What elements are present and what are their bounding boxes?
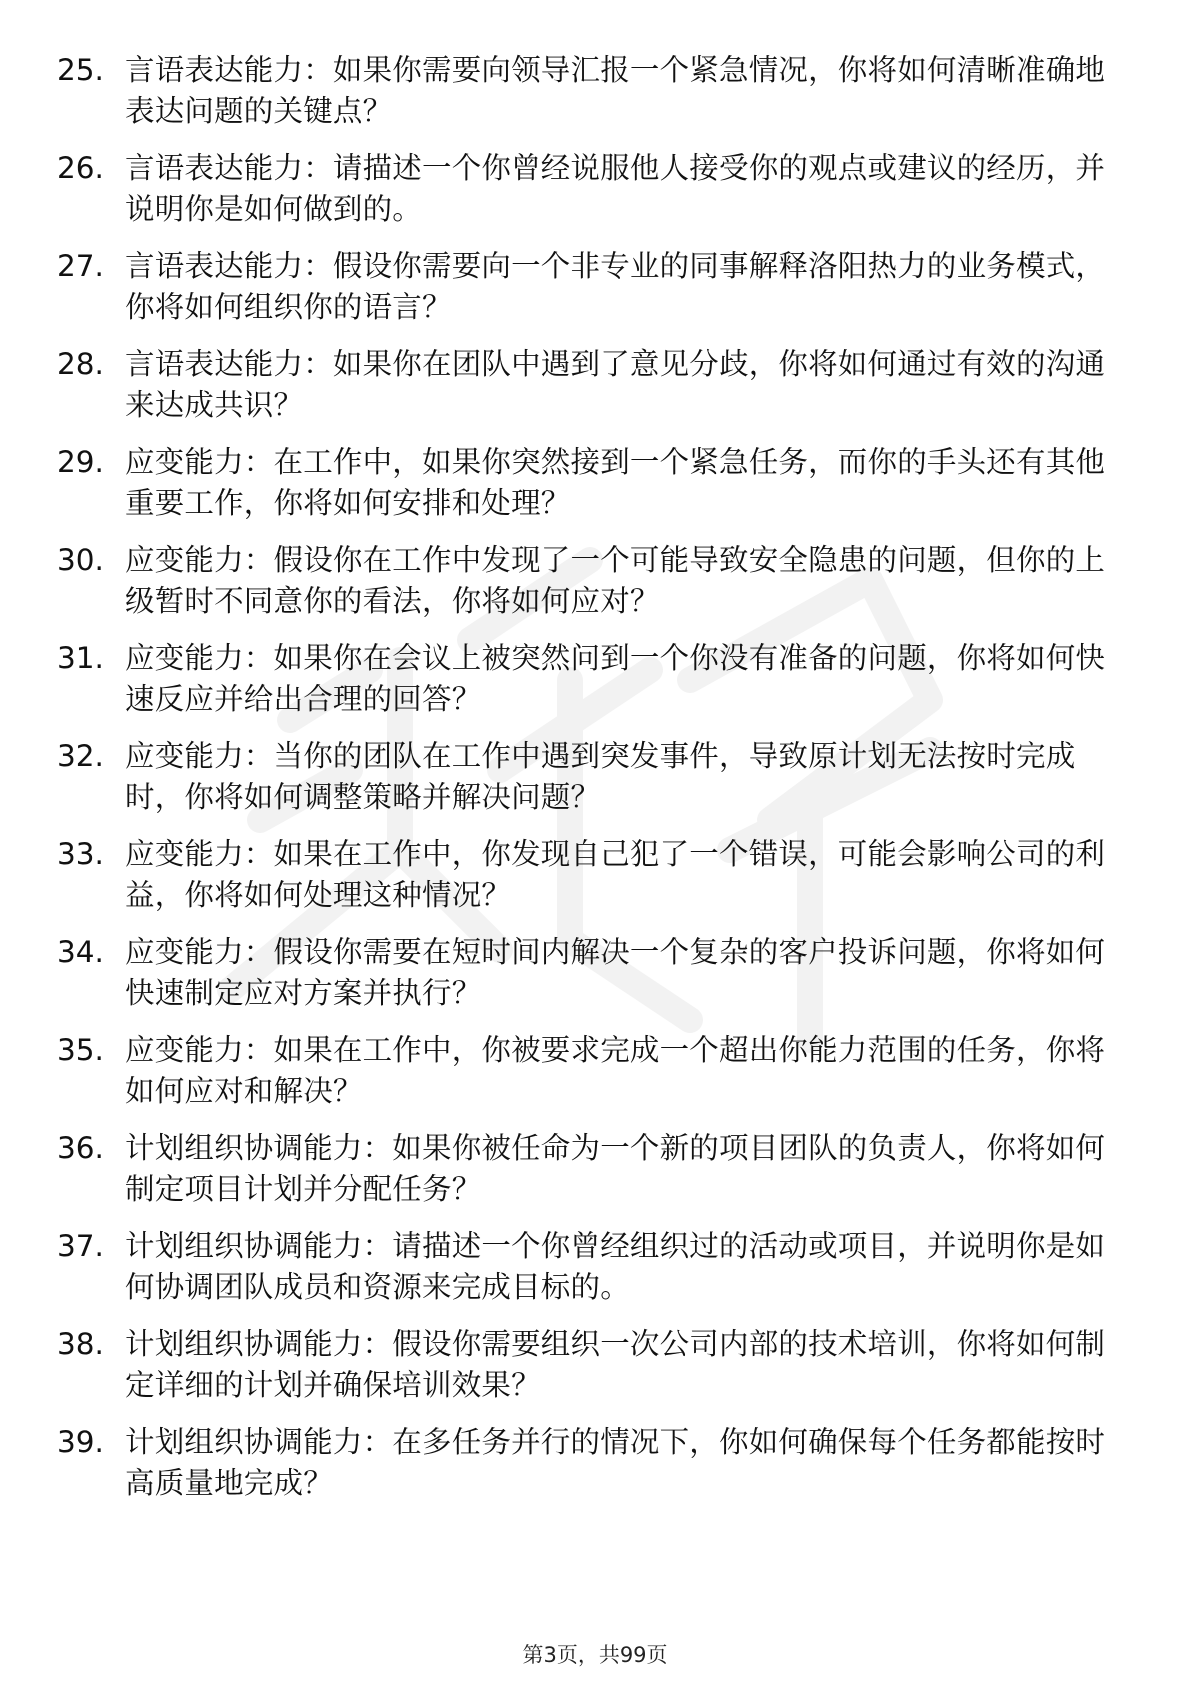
question-number: 37. (57, 1229, 104, 1263)
question-item (57, 932, 1132, 1030)
question-text: 言语表达能力：如果你需要向领导汇报一个紧急情况，你将如何清晰准确地表达问题的关键点？ (125, 53, 1106, 128)
question-number: 26. (57, 151, 104, 185)
question-text: 应变能力：当你的团队在工作中遇到突发事件，导致原计划无法按时完成时，你将如何调整策略并解决问题？ (125, 739, 1076, 814)
question-text: 计划组织协调能力：在多任务并行的情况下，你如何确保每个任务都能按时高质量地完成？ (125, 1425, 1106, 1500)
question-item (57, 638, 1132, 736)
question-number: 29. (57, 445, 104, 479)
question-text: 应变能力：如果在工作中，你被要求完成一个超出你能力范围的任务，你将如何应对和解决？ (125, 1033, 1106, 1108)
question-text: 应变能力：假设你需要在短时间内解决一个复杂的客户投诉问题，你将如何快速制定应对方案并执行？ (125, 935, 1106, 1010)
question-number: 25. (57, 53, 104, 87)
question-item (57, 736, 1132, 834)
question-text: 应变能力：如果在工作中，你发现自己犯了一个错误，可能会影响公司的利益，你将如何处理这种情况？ (125, 837, 1106, 912)
question-text: 应变能力：假设你在工作中发现了一个可能导致安全隐患的问题，但你的上级暂时不同意你的看法，你将如何应对？ (125, 543, 1106, 618)
question-item (57, 148, 1132, 246)
question-item (57, 1324, 1132, 1422)
question-number: 27. (57, 249, 104, 283)
question-text: 计划组织协调能力：请描述一个你曾经组织过的活动或项目，并说明你是如何协调团队成员和资源来完成目标的。 (125, 1229, 1106, 1304)
question-text: 言语表达能力：请描述一个你曾经说服他人接受你的观点或建议的经历，并说明你是如何做到的。 (125, 151, 1106, 226)
question-item (57, 1030, 1132, 1128)
question-text: 计划组织协调能力：假设你需要组织一次公司内部的技术培训，你将如何制定详细的计划并确保培训效果？ (125, 1327, 1106, 1402)
question-item (57, 834, 1132, 932)
question-number: 38. (57, 1327, 104, 1361)
question-item (57, 540, 1132, 638)
question-list (57, 50, 1132, 1520)
question-item (57, 246, 1132, 344)
question-item (57, 344, 1132, 442)
question-text: 言语表达能力：如果你在团队中遇到了意见分歧，你将如何通过有效的沟通来达成共识？ (125, 347, 1106, 422)
page-footer: 第3页，共99页 (522, 1643, 668, 1667)
question-text: 应变能力：如果你在会议上被突然问到一个你没有准备的问题，你将如何快速反应并给出合理的回答？ (125, 641, 1106, 716)
question-number: 34. (57, 935, 104, 969)
question-number: 36. (57, 1131, 104, 1165)
question-item (57, 1422, 1132, 1520)
question-number: 28. (57, 347, 104, 381)
question-number: 39. (57, 1425, 104, 1459)
question-item (57, 442, 1132, 540)
question-number: 32. (57, 739, 104, 773)
question-text: 应变能力：在工作中，如果你突然接到一个紧急任务，而你的手头还有其他重要工作，你将如何安排和处理？ (125, 445, 1106, 520)
question-item (57, 50, 1132, 148)
question-text: 计划组织协调能力：如果你被任命为一个新的项目团队的负责人，你将如何制定项目计划并分配任务？ (125, 1131, 1106, 1206)
question-number: 35. (57, 1033, 104, 1067)
question-number: 33. (57, 837, 104, 871)
question-item (57, 1128, 1132, 1226)
question-text: 言语表达能力：假设你需要向一个非专业的同事解释洛阳热力的业务模式，你将如何组织你的语言？ (125, 249, 1106, 324)
question-number: 31. (57, 641, 104, 675)
question-number: 30. (57, 543, 104, 577)
question-item (57, 1226, 1132, 1324)
